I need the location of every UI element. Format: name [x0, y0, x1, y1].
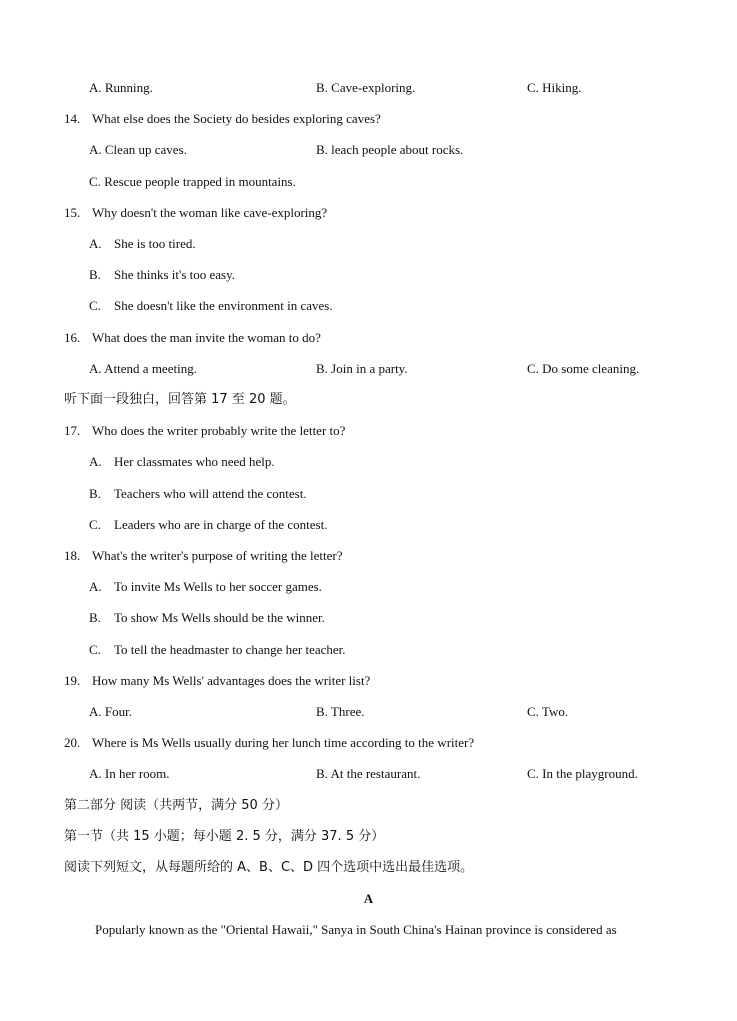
text-line: [0, 797, 737, 815]
options-line: [0, 141, 737, 159]
option-a: A. In her room.: [89, 766, 170, 782]
option-letter: B.: [89, 485, 101, 501]
option-text: She thinks it's too easy.: [114, 267, 236, 283]
option-c: C. Do some cleaning.: [527, 360, 640, 376]
options-line: [0, 485, 737, 503]
options-line: [0, 360, 737, 378]
option-text: Teachers who will attend the contest.: [114, 485, 307, 501]
question-line: [0, 110, 737, 128]
options-line: [0, 703, 737, 721]
question-number: 19.: [64, 672, 81, 688]
options-line: [0, 516, 737, 534]
options-line: [0, 765, 737, 783]
options-line: [0, 297, 737, 315]
question-text: Who does the writer probably write the letter to?: [92, 423, 346, 439]
question-line: [0, 672, 737, 690]
option-letter: B.: [89, 267, 101, 283]
question-line: [0, 734, 737, 752]
question-number: 14.: [64, 111, 81, 127]
question-line: [0, 547, 737, 565]
option-letter: A.: [89, 454, 102, 470]
option-a: A. Four.: [89, 704, 132, 719]
option: C. Rescue people trapped in mountains.: [89, 173, 296, 189]
options-line: [0, 79, 737, 97]
section-heading: 第二部分 阅读（共两节，满分 50 分）: [64, 797, 288, 813]
option-text: To show Ms Wells should be the winner.: [114, 610, 325, 626]
question-line: [0, 422, 737, 440]
question-text: What else does the Society do besides exploring caves?: [92, 111, 381, 127]
question-text: How many Ms Wells' advantages does the writer list?: [92, 672, 371, 688]
options-line: [0, 578, 737, 596]
option-a: A. Clean up caves.: [89, 142, 187, 158]
option-text: She doesn't like the environment in caves.: [114, 298, 333, 314]
option-a: A. Attend a meeting.: [89, 360, 197, 376]
text-line: [0, 391, 737, 409]
option-b: B. leach people about rocks.: [316, 142, 464, 158]
option-b: B. Cave-exploring.: [316, 80, 416, 95]
option-b: B. At the restaurant.: [316, 766, 421, 782]
section-heading: 听下面一段独白，回答第 17 至 20 题。: [64, 392, 296, 407]
option-letter: C.: [89, 298, 101, 314]
options-line: [0, 235, 737, 253]
option-text: To tell the headmaster to change her teacher.: [114, 641, 346, 657]
option-letter: A.: [89, 236, 102, 251]
question-text: Where is Ms Wells usually during her lunch time according to the writer?: [92, 735, 475, 751]
option-letter: C.: [89, 641, 101, 657]
option-letter: A.: [89, 579, 102, 595]
option-text: She is too tired.: [114, 236, 196, 251]
text-line: [0, 828, 737, 846]
question-text: Why doesn't the woman like cave-exploring?: [92, 204, 328, 220]
question-text: What's the writer's purpose of writing the letter?: [92, 548, 343, 563]
options-line: [0, 641, 737, 659]
question-number: 18.: [64, 548, 81, 563]
options-line: [0, 173, 737, 191]
passage-text: Popularly known as the "Oriental Hawaii," Sanya in South China's Hainan province is considered as: [95, 922, 617, 938]
option-a: A. Running.: [89, 80, 153, 95]
option-c: C. In the playground.: [527, 766, 638, 782]
question-line: [0, 329, 737, 347]
options-line: [0, 609, 737, 627]
question-number: 20.: [64, 735, 81, 751]
question-number: 17.: [64, 423, 81, 439]
option-text: Her classmates who need help.: [114, 454, 275, 470]
option-c: C. Two.: [527, 704, 569, 719]
passage-title: A: [363, 891, 374, 907]
option-text: Leaders who are in charge of the contest.: [114, 516, 328, 532]
option-b: B. Three.: [316, 704, 365, 719]
option-letter: B.: [89, 610, 101, 626]
text-line: [0, 890, 737, 908]
question-number: 16.: [64, 329, 81, 345]
question-line: [0, 204, 737, 222]
text-line: [0, 859, 737, 877]
section-heading: 第一节（共 15 小题；每小题 2. 5 分，满分 37. 5 分）: [64, 828, 385, 844]
option-text: To invite Ms Wells to her soccer games.: [114, 579, 322, 595]
option-b: B. Join in a party.: [316, 360, 408, 376]
section-heading: 阅读下列短文，从每题所给的 A、B、C、D 四个选项中选出最佳选项。: [64, 860, 474, 875]
options-line: [0, 453, 737, 471]
text-line: [0, 921, 737, 939]
question-number: 15.: [64, 204, 81, 220]
option-c: C. Hiking.: [527, 80, 582, 95]
options-line: [0, 266, 737, 284]
option-letter: C.: [89, 516, 101, 532]
question-text: What does the man invite the woman to do?: [92, 329, 321, 345]
